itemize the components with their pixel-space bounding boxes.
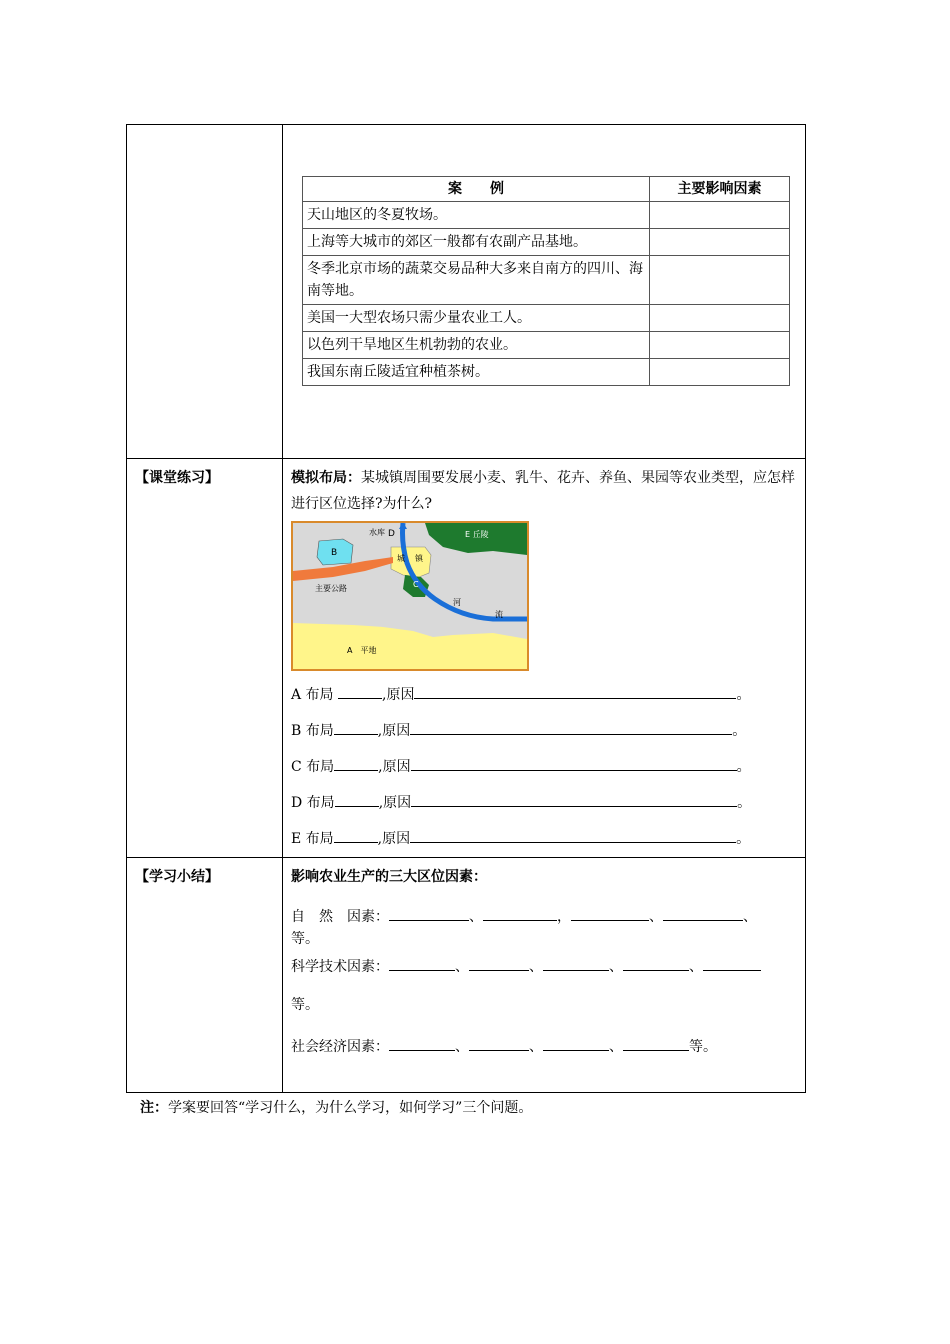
separator: 、	[455, 1039, 469, 1055]
social-label: 社会经济因素：	[291, 1039, 389, 1055]
layout-map	[291, 521, 529, 671]
line-end: 。	[736, 831, 751, 847]
layout-blank[interactable]	[334, 754, 378, 771]
tech-factors-line	[291, 954, 797, 978]
separator: 、	[609, 959, 623, 975]
layout-map-drawing	[293, 523, 527, 669]
cases-row	[127, 125, 806, 459]
separator: 、	[469, 909, 483, 925]
summary-title: 影响农业生产的三大区位因素：	[291, 869, 487, 885]
case-row	[303, 256, 790, 305]
case-row	[303, 229, 790, 256]
factor-answer[interactable]	[650, 305, 790, 332]
line-prefix: D 布局	[291, 795, 335, 811]
summary-label: 【学习小结】	[135, 869, 219, 885]
answer-line-e	[291, 821, 797, 857]
summary-cell	[283, 858, 806, 1093]
reason-blank[interactable]	[410, 826, 736, 843]
cases-table	[302, 176, 790, 386]
map-label-town-1: 城	[397, 554, 405, 563]
map-label-town-2: 镇	[415, 554, 423, 563]
line-reason: ,原因	[382, 687, 415, 703]
line-reason: ,原因	[377, 831, 411, 847]
case-text: 冬季北京市场的蔬菜交易品种大多来自南方的四川、海南等地。	[303, 256, 650, 305]
layout-blank[interactable]	[338, 682, 382, 699]
map-label-c: C	[413, 580, 419, 589]
practice-label-cell	[127, 459, 283, 858]
task-text: 某城镇周围要发展小麦、乳牛、花卉、养鱼、果园等农业类型，应怎样进行区位选择?为什么?	[291, 470, 795, 512]
map-label-e: E 丘陵	[465, 530, 489, 539]
line-reason: ,原因	[378, 795, 412, 811]
case-row	[303, 359, 790, 386]
practice-label: 【课堂练习】	[135, 470, 219, 486]
social-end: 等。	[689, 1039, 717, 1055]
summary-label-cell	[127, 858, 283, 1093]
factor-answer[interactable]	[650, 332, 790, 359]
answer-line-c	[291, 749, 797, 785]
cases-header	[303, 177, 790, 202]
layout-blank[interactable]	[334, 718, 378, 735]
practice-cell	[283, 459, 806, 858]
tech-blank-1[interactable]	[389, 954, 455, 971]
case-row	[303, 202, 790, 229]
answer-line-b	[291, 713, 797, 749]
case-text: 上海等大城市的郊区一般都有农副产品基地。	[303, 229, 650, 256]
summary-row	[127, 858, 806, 1093]
empty-side-cell	[127, 125, 283, 459]
separator: 、	[649, 909, 663, 925]
line-reason: ,原因	[378, 759, 411, 775]
separator: 、	[455, 959, 469, 975]
footnote-label: 注：	[140, 1100, 168, 1116]
line-prefix: B 布局	[291, 723, 334, 739]
map-label-reservoir: 水库	[369, 528, 385, 537]
factor-answer[interactable]	[650, 359, 790, 386]
natural-blank-2[interactable]	[483, 904, 557, 921]
line-prefix: C 布局	[291, 759, 335, 775]
task-title: 模拟布局：	[291, 470, 361, 486]
natural-blank-1[interactable]	[389, 904, 469, 921]
separator: ，	[557, 909, 571, 925]
tech-blank-5[interactable]	[703, 954, 761, 971]
cases-cell	[283, 125, 806, 459]
case-row	[303, 332, 790, 359]
natural-blank-3[interactable]	[571, 904, 649, 921]
answer-line-a	[291, 677, 797, 713]
separator: 、	[689, 959, 703, 975]
case-text: 美国一大型农场只需少量农业工人。	[303, 305, 650, 332]
social-factors-line	[291, 1034, 797, 1058]
natural-factors-line	[291, 904, 797, 928]
social-blank-4[interactable]	[623, 1034, 689, 1051]
line-end: 。	[736, 687, 751, 703]
map-label-d: D	[388, 529, 395, 539]
case-text: 我国东南丘陵适宜种植茶树。	[303, 359, 650, 386]
natural-blank-4[interactable]	[663, 904, 743, 921]
social-blank-2[interactable]	[469, 1034, 529, 1051]
line-end: 。	[732, 723, 747, 739]
factor-answer[interactable]	[650, 229, 790, 256]
case-text: 天山地区的冬夏牧场。	[303, 202, 650, 229]
map-label-road: 主要公路	[315, 584, 347, 593]
reason-blank[interactable]	[410, 718, 732, 735]
footnote	[140, 1097, 532, 1117]
line-reason: ,原因	[377, 723, 411, 739]
layout-blank[interactable]	[335, 790, 379, 807]
factor-answer[interactable]	[650, 256, 790, 305]
social-blank-3[interactable]	[543, 1034, 609, 1051]
tech-blank-2[interactable]	[469, 954, 529, 971]
reason-blank[interactable]	[414, 682, 736, 699]
natural-end: 等。	[291, 931, 319, 947]
separator: 、	[743, 909, 757, 925]
map-label-a: A 平地	[347, 646, 377, 655]
natural-label: 自 然 因素：	[291, 909, 389, 925]
factor-header: 主要影响因素	[650, 177, 790, 202]
practice-row	[127, 459, 806, 858]
map-label-river-1: 河	[453, 598, 461, 607]
line-end: 。	[737, 795, 752, 811]
case-row	[303, 305, 790, 332]
tech-blank-3[interactable]	[543, 954, 609, 971]
separator: 、	[529, 1039, 543, 1055]
case-text: 以色列干旱地区生机勃勃的农业。	[303, 332, 650, 359]
line-prefix: E 布局	[291, 831, 334, 847]
tech-end: 等。	[291, 997, 319, 1013]
separator: 、	[529, 959, 543, 975]
case-header: 案 例	[303, 177, 650, 202]
layout-blank[interactable]	[334, 826, 378, 843]
social-blank-1[interactable]	[389, 1034, 455, 1051]
reason-blank[interactable]	[411, 790, 737, 807]
lesson-table	[126, 124, 806, 1093]
practice-task	[291, 465, 797, 517]
tech-label: 科学技术因素：	[291, 959, 389, 975]
factor-answer[interactable]	[650, 202, 790, 229]
line-end: 。	[736, 759, 751, 775]
line-prefix: A 布局	[291, 687, 334, 703]
map-label-b: B	[331, 548, 338, 558]
footnote-text: 学案要回答“学习什么，为什么学习，如何学习”三个问题。	[168, 1100, 533, 1116]
reason-blank[interactable]	[411, 754, 737, 771]
tech-blank-4[interactable]	[623, 954, 689, 971]
separator: 、	[609, 1039, 623, 1055]
map-label-river-2: 流	[495, 610, 503, 619]
answer-line-d	[291, 785, 797, 821]
